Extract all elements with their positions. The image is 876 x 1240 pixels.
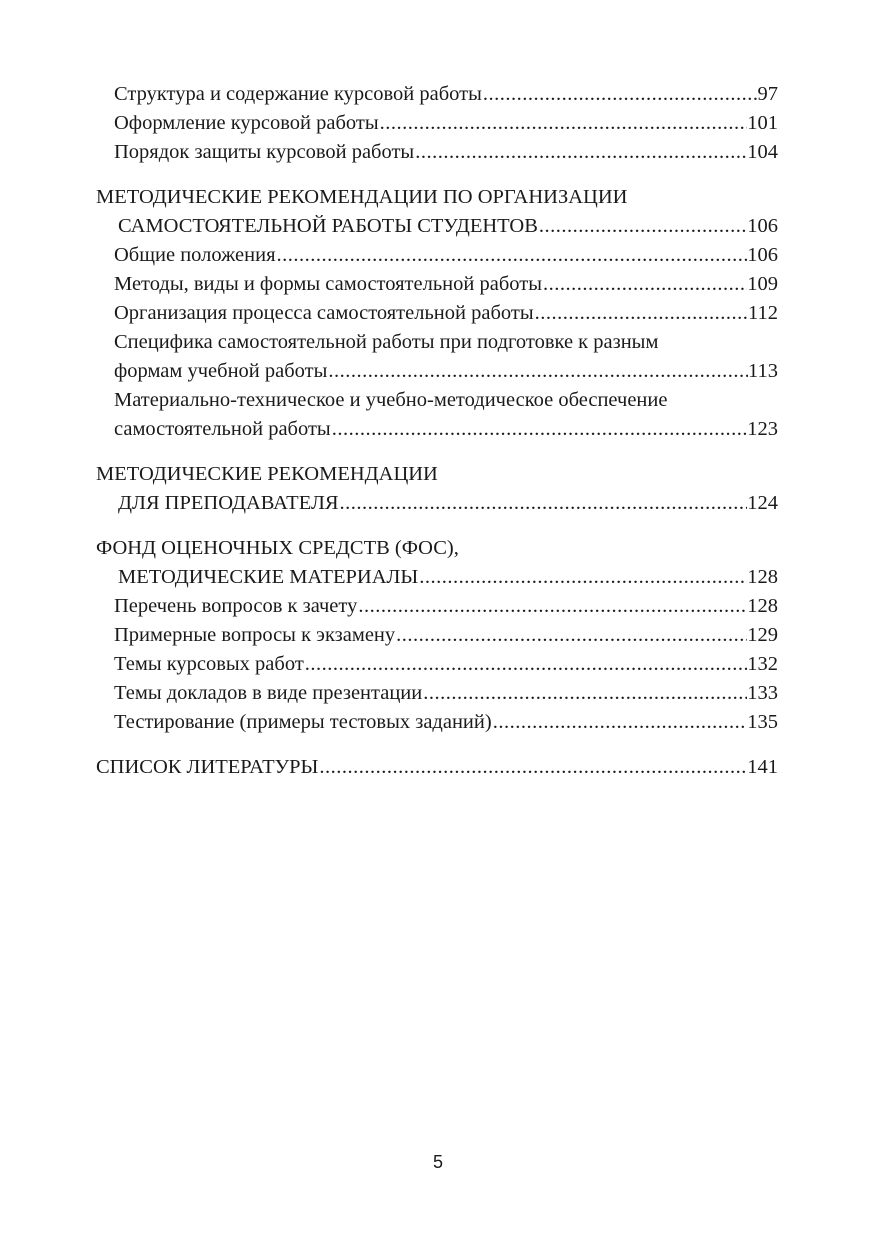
toc-entry-title: МЕТОДИЧЕСКИЕ МАТЕРИАЛЫ xyxy=(118,566,419,588)
toc-entry-page: 106 xyxy=(747,244,778,266)
toc-section-heading: ФОНД ОЦЕНОЧНЫХ СРЕДСТВ (ФОС), xyxy=(96,537,459,559)
toc-entry-page: 129 xyxy=(747,624,778,646)
dot-leader xyxy=(538,212,747,241)
toc-entry-page: 101 xyxy=(747,112,778,134)
toc-entry-title: Структура и содержание курсовой работы xyxy=(114,83,482,105)
dot-leader xyxy=(339,489,748,518)
dot-leader xyxy=(418,563,747,592)
toc-entry xyxy=(96,415,778,444)
toc-entry-page: 106 xyxy=(747,215,778,237)
dot-leader xyxy=(414,138,747,167)
dot-leader xyxy=(492,708,748,737)
toc-entry-title: Порядок защиты курсовой работы xyxy=(114,141,415,163)
toc-entry-title: Оформление курсовой работы xyxy=(114,112,379,134)
toc-entry xyxy=(96,489,778,518)
toc-entry xyxy=(96,357,778,386)
toc-entry-page: 113 xyxy=(748,360,778,382)
dot-leader xyxy=(331,415,748,444)
toc-entry-title: СПИСОК ЛИТЕРАТУРЫ xyxy=(96,756,319,778)
toc-entry-title: Методы, виды и формы самостоятельной работы xyxy=(114,273,542,295)
toc-entry xyxy=(96,299,778,328)
toc-entry-page: 141 xyxy=(747,756,778,778)
toc-entry-title: Организация процесса самостоятельной работы xyxy=(114,302,534,324)
table-of-contents xyxy=(96,80,778,782)
toc-entry xyxy=(96,753,778,782)
toc-entry-line: Специфика самостоятельной работы при подготовке к разным xyxy=(114,331,659,353)
toc-entry xyxy=(96,621,778,650)
dot-leader xyxy=(327,357,748,386)
toc-entry xyxy=(96,563,778,592)
toc-entry-title: ДЛЯ ПРЕПОДАВАТЕЛЯ xyxy=(118,492,339,514)
dot-leader xyxy=(395,621,747,650)
toc-entry-page: 97 xyxy=(757,83,778,105)
dot-leader xyxy=(422,679,747,708)
toc-entry-line: Материально-техническое и учебно-методическое обеспечение xyxy=(114,389,668,411)
toc-entry-title: САМОСТОЯТЕЛЬНОЙ РАБОТЫ СТУДЕНТОВ xyxy=(118,215,538,237)
toc-entry-title: Темы курсовых работ xyxy=(114,653,304,675)
toc-section-heading: МЕТОДИЧЕСКИЕ РЕКОМЕНДАЦИИ xyxy=(96,463,438,485)
toc-entry xyxy=(96,270,778,299)
toc-entry-page: 109 xyxy=(747,273,778,295)
toc-entry-page: 112 xyxy=(748,302,778,324)
toc-entry-title: Примерные вопросы к экзамену xyxy=(114,624,396,646)
toc-entry xyxy=(96,679,778,708)
dot-leader xyxy=(357,592,747,621)
toc-entry-page: 133 xyxy=(747,682,778,704)
dot-leader xyxy=(542,270,747,299)
toc-entry-title: формам учебной работы xyxy=(114,360,328,382)
toc-entry-page: 104 xyxy=(747,141,778,163)
toc-entry xyxy=(96,138,778,167)
toc-section-heading: МЕТОДИЧЕСКИЕ РЕКОМЕНДАЦИИ ПО ОРГАНИЗАЦИИ xyxy=(96,186,628,208)
dot-leader xyxy=(534,299,748,328)
toc-entry-page: 123 xyxy=(747,418,778,440)
toc-entry xyxy=(96,212,778,241)
dot-leader xyxy=(379,109,748,138)
toc-entry-page: 132 xyxy=(747,653,778,675)
dot-leader xyxy=(276,241,748,270)
toc-entry-title: Тестирование (примеры тестовых заданий) xyxy=(114,711,492,733)
toc-entry xyxy=(96,241,778,270)
toc-entry xyxy=(96,708,778,737)
dot-leader xyxy=(482,80,758,109)
toc-entry-title: Общие положения xyxy=(114,244,276,266)
toc-entry-page: 128 xyxy=(747,595,778,617)
toc-entry xyxy=(96,650,778,679)
toc-entry xyxy=(96,80,778,109)
toc-entry-page: 128 xyxy=(747,566,778,588)
page-number: 5 xyxy=(432,1152,443,1172)
toc-entry-title: Темы докладов в виде презентации xyxy=(114,682,423,704)
toc-entry xyxy=(96,109,778,138)
toc-entry-page: 124 xyxy=(747,492,778,514)
toc-entry xyxy=(96,592,778,621)
dot-leader xyxy=(304,650,747,679)
toc-entry-title: самостоятельной работы xyxy=(114,418,331,440)
toc-entry-page: 135 xyxy=(747,711,778,733)
dot-leader xyxy=(318,753,747,782)
toc-entry-title: Перечень вопросов к зачету xyxy=(114,595,358,617)
